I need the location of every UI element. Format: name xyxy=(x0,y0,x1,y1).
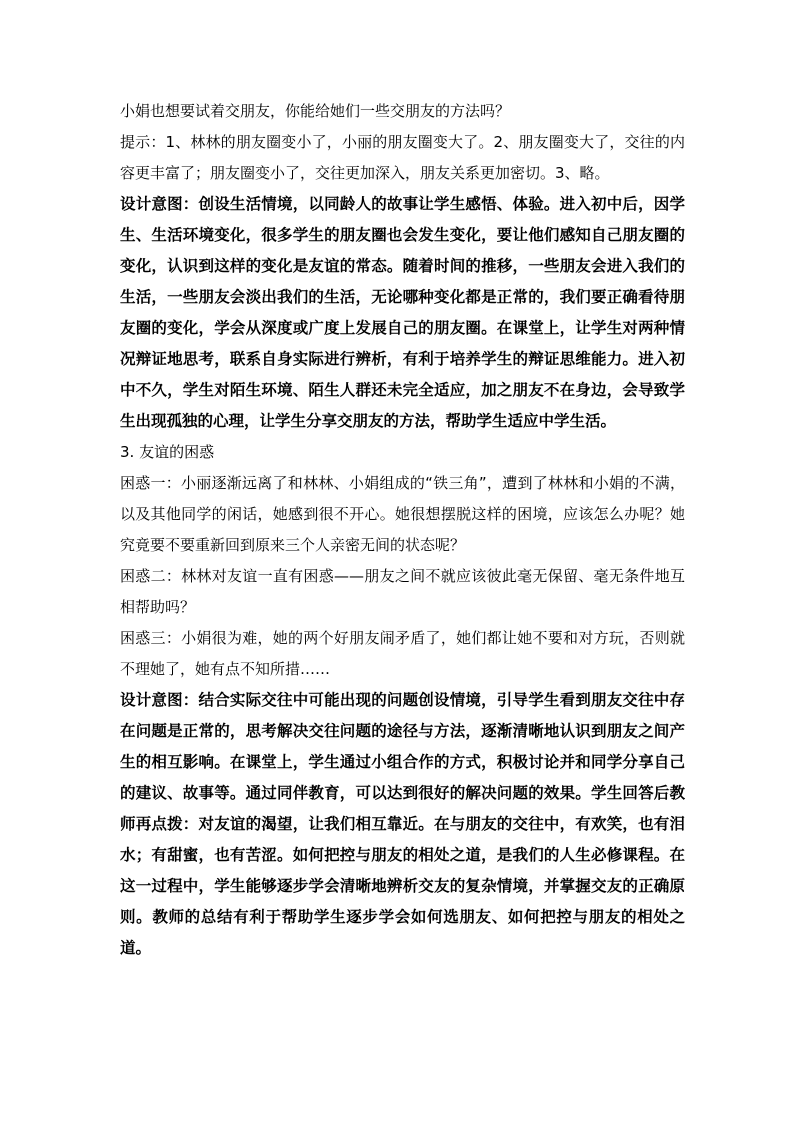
design-intent-paragraph-1: 设计意图：创设生活情境，以同龄人的故事让学生感悟、体验。进入初中后，因学生、生活环境变化，很多学生的朋友圈也会发生变化，要让他们感知自己朋友圈的变化，认识到这样的变化是友谊的常态。随着时间的推移，一些朋友会进入我们的生活，一些朋友会淡出我们的生活，无论哪种变化都是正常的，我们要正确看待朋友圈的变化，学会从深度或广度上发展自己的朋友圈。在课堂上，让学生对两种情况辩证地思考，联系自身实际进行辨析，有利于培养学生的辩证思维能力。进入初中不久，学生对陌生环境、陌生人群还未完全适应，加之朋友不在身边，会导致学生出现孤独的心理，让学生分享交朋友的方法，帮助学生适应中学生活。 xyxy=(120,195,685,430)
hint-paragraph: 提示：1、林林的朋友圈变小了，小丽的朋友圈变大了。2、朋友圈变大了，交往的内容更丰富了；朋友圈变小了，交往更加深入，朋友关系更加密切。3、略。 xyxy=(120,133,685,182)
section-heading-3: 3. 友谊的困惑 xyxy=(120,443,215,461)
confusion-paragraph-2: 困惑二：林林对友谊一直有困惑——朋友之间不就应该彼此毫无保留、毫无条件地互相帮助吗？ xyxy=(120,567,685,616)
confusion-paragraph-1: 困惑一：小丽逐渐远离了和林林、小娟组成的“铁三角”，遭到了林林和小娟的不满，以及其他同学的闲话，她感到很不开心。她很想摆脱这样的困境，应该怎么办呢？她究竟要不要重新回到原来三个人亲密无间的状态呢？ xyxy=(120,474,685,554)
confusion-paragraph-3: 困惑三：小娟很为难，她的两个好朋友闹矛盾了，她们都让她不要和对方玩，否则就不理她了，她有点不知所措…… xyxy=(120,629,685,678)
document-page xyxy=(120,96,685,964)
design-intent-paragraph-2: 设计意图：结合实际交往中可能出现的问题创设情境，引导学生看到朋友交往中存在问题是正常的，思考解决交往问题的途径与方法，逐渐清晰地认识到朋友之间产生的相互影响。在课堂上，学生通过小组合作的方式，积极讨论并和同学分享自己的建议、故事等。通过同伴教育，可以达到很好的解决问题的效果。学生回答后教师再点拨：对友谊的渴望，让我们相互靠近。在与朋友的交往中，有欢笑，也有泪水；有甜蜜，也有苦涩。如何把控与朋友的相处之道，是我们的人生必修课程。在这一过程中，学生能够逐步学会清晰地辨析交友的复杂情境，并掌握交友的正确原则。教师的总结有利于帮助学生逐步学会如何选朋友、如何把控与朋友的相处之道。 xyxy=(120,691,685,957)
question-paragraph: 小娟也想要试着交朋友，你能给她们一些交朋友的方法吗？ xyxy=(120,102,511,120)
